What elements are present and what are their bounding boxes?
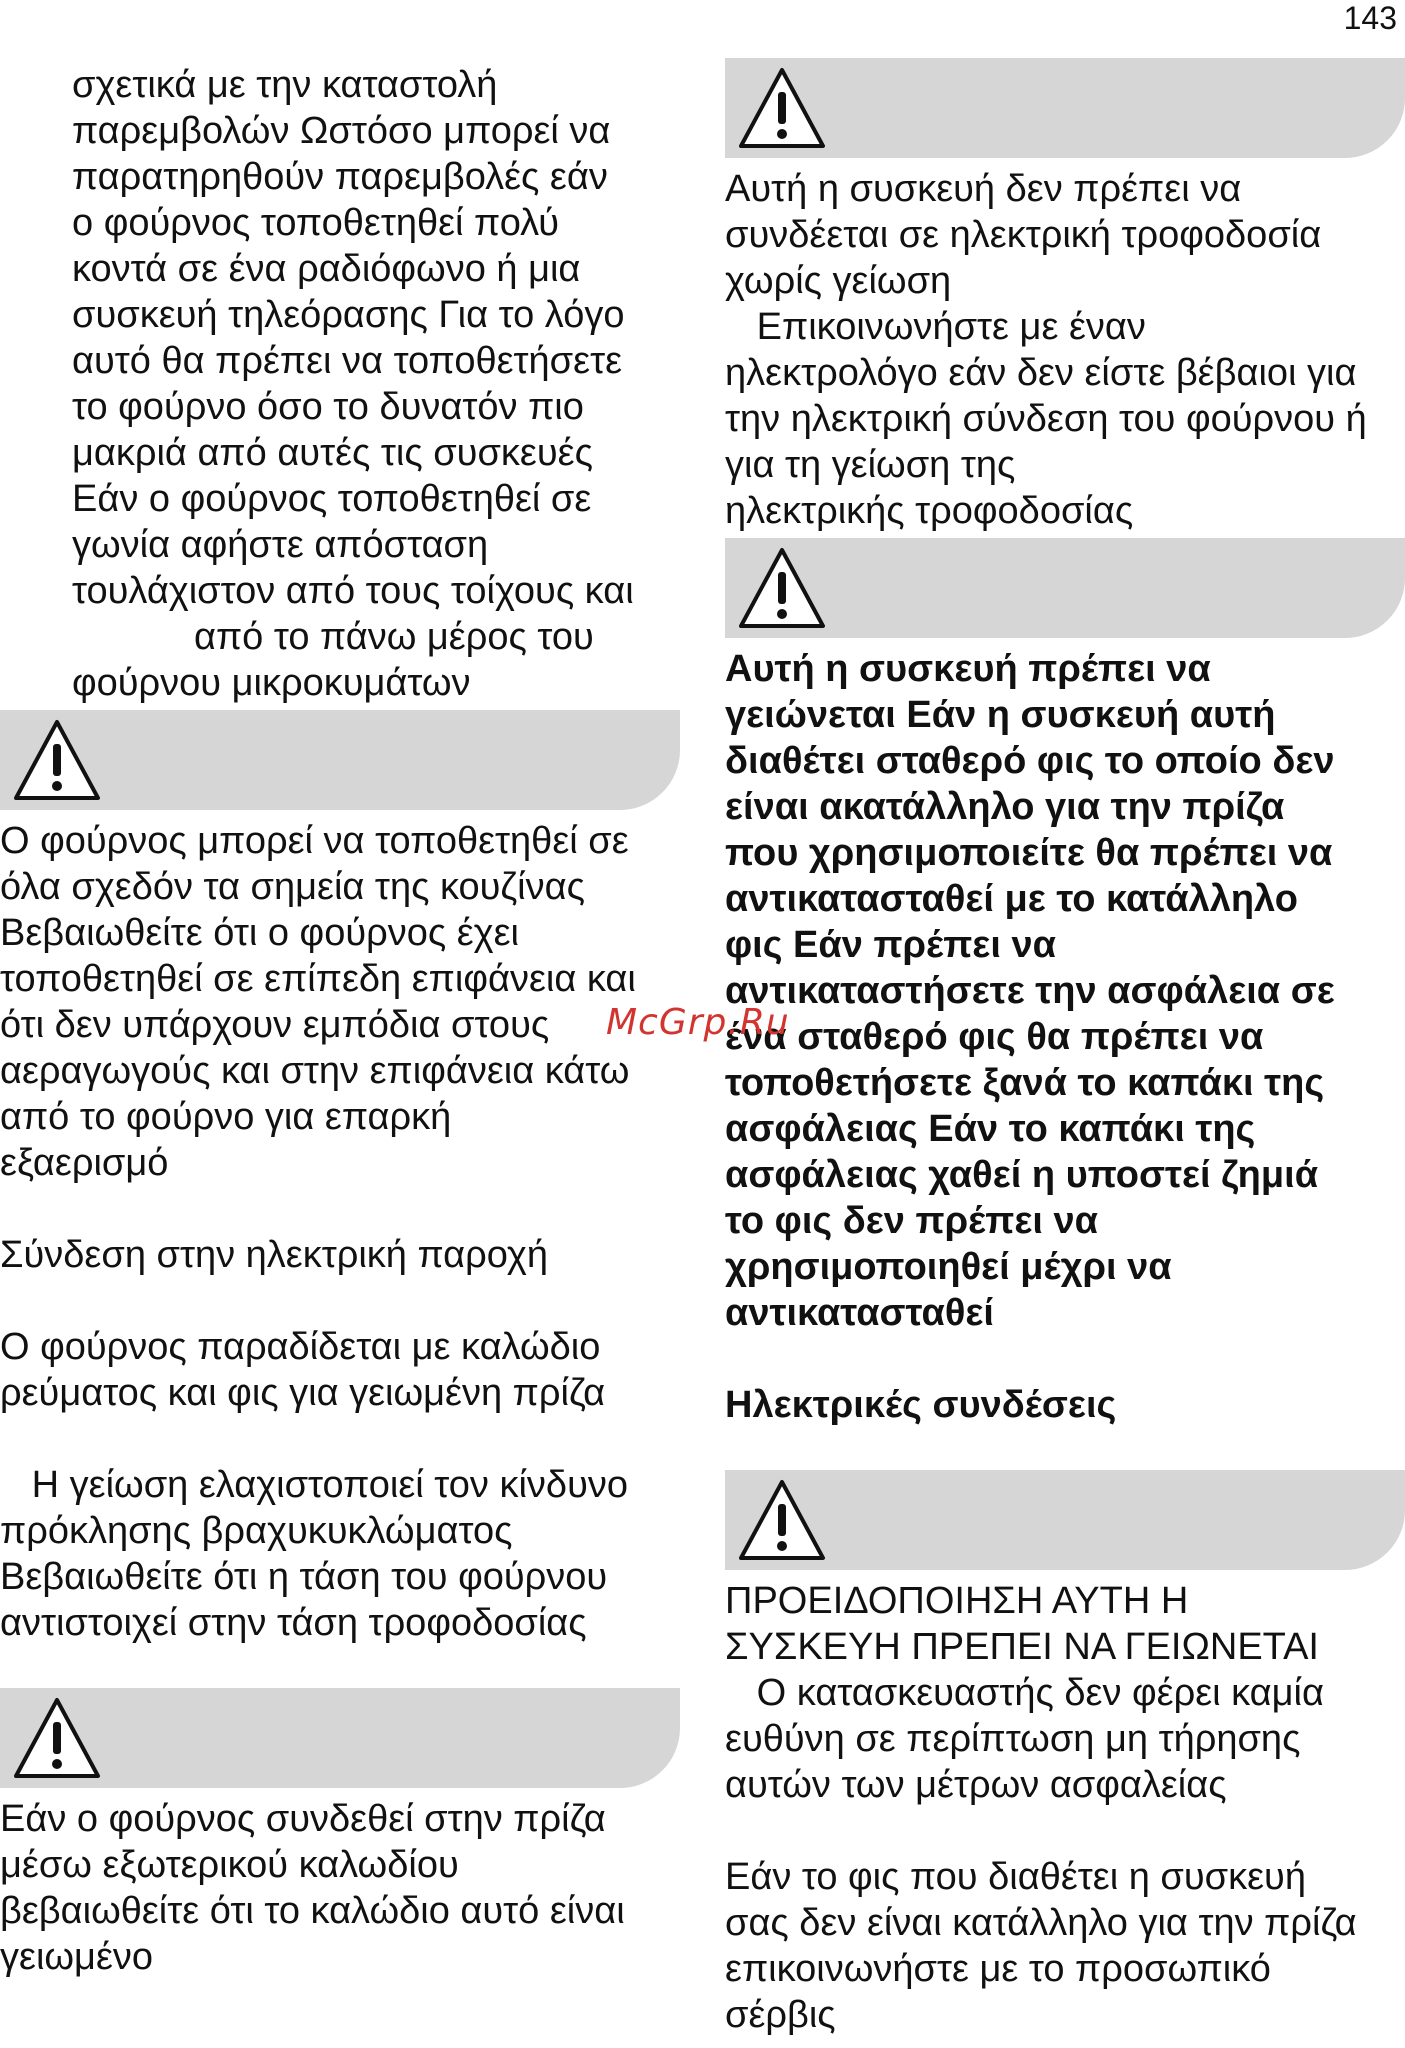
text-line: όλα σχεδόν τα σημεία της κουζίνας — [0, 866, 585, 908]
text-line: αυτό θα πρέπει να τοποθετήσετε — [72, 340, 623, 382]
text-line: αυτών των μέτρων ασφαλείας — [725, 1764, 1227, 1806]
text-line: Εάν ο φούρνος συνδεθεί στην πρίζα — [0, 1798, 606, 1840]
text-line: κοντά σε ένα ραδιόφωνο ή μια — [72, 248, 581, 290]
text-line: τουλάχιστον από τους τοίχους και — [72, 570, 634, 612]
warning-triangle-icon — [12, 1696, 102, 1780]
page-number: 143 — [1343, 0, 1397, 36]
paragraph — [0, 1462, 680, 1646]
text-line: παρατηρηθούν παρεμβολές εάν — [72, 156, 608, 198]
text-line: Εάν το φις που διαθέτει η συσκευή — [725, 1856, 1306, 1898]
text-line: τοποθετηθεί σε επίπεδη επιφάνεια και — [0, 958, 636, 1000]
text-line: ΣΥΣΚΕΥΗ ΠΡΕΠΕΙ ΝΑ ΓΕΙΩΝΕΤΑΙ — [725, 1626, 1319, 1668]
text-line: Βεβαιωθείτε ότι ο φούρνος έχει — [0, 912, 519, 954]
warning-banner — [0, 710, 680, 810]
text-line: εξαερισμό — [0, 1142, 169, 1184]
right-column — [725, 58, 1405, 2038]
left-column — [0, 62, 680, 1980]
text-line: Αυτή η συσκευή δεν πρέπει να — [725, 168, 1242, 210]
text-line: αντικαταστήσετε την ασφάλεια σε — [725, 970, 1335, 1012]
text-line: σχετικά με την καταστολή — [72, 64, 498, 106]
text-line: σέρβις — [725, 1994, 836, 2036]
text-line: φούρνου μικροκυμάτων — [72, 662, 471, 704]
text-line: ηλεκτρολόγο εάν δεν είστε βέβαιοι για — [725, 352, 1357, 394]
warning-triangle-icon — [737, 546, 827, 630]
text-line: αντιστοιχεί στην τάση τροφοδοσίας — [0, 1602, 587, 1644]
text-line: το φις δεν πρέπει να — [725, 1200, 1098, 1242]
intro-paragraph — [0, 62, 680, 706]
paragraph — [725, 166, 1405, 534]
text-line: την ηλεκτρική σύνδεση του φούρνου ή — [725, 398, 1367, 440]
warning-banner — [725, 1470, 1405, 1570]
text-line: σας δεν είναι κατάλληλο για την πρίζα — [725, 1902, 1357, 1944]
text-line: Αυτή η συσκευή πρέπει να — [725, 648, 1211, 690]
text-line: πρόκλησης βραχυκυκλώματος — [0, 1510, 513, 1552]
text-line: συσκευή τηλεόρασης Για το λόγο — [72, 294, 625, 336]
text-line: ένα σταθερό φις θα πρέπει να — [725, 1016, 1264, 1058]
text-line: διαθέτει σταθερό φις το οποίο δεν — [725, 740, 1335, 782]
paragraph — [725, 1578, 1405, 1808]
text-line: Εάν ο φούρνος τοποθετηθεί σε — [72, 478, 592, 520]
text-line: μακριά από αυτές τις συσκευές — [72, 432, 593, 474]
text-line: ασφάλειας Εάν το καπάκι της — [725, 1108, 1256, 1150]
text-line: αντικατασταθεί — [725, 1292, 994, 1334]
paragraph — [0, 1796, 680, 1980]
text-line: φις Εάν πρέπει να — [725, 924, 1056, 966]
text-line: ΠΡΟΕΙΔΟΠΟΙΗΣΗ ΑΥΤΗ Η — [725, 1580, 1189, 1622]
text-line: Ο φούρνος παραδίδεται με καλώδιο — [0, 1326, 601, 1368]
text-line: επικοινωνήστε με το προσωπικό — [725, 1948, 1271, 1990]
text-line: ασφάλειας χαθεί η υποστεί ζημιά — [725, 1154, 1319, 1196]
paragraph — [0, 818, 680, 1186]
text-line: Η γείωση ελαχιστοποιεί τον κίνδυνο — [0, 1464, 628, 1506]
text-line: που χρησιμοποιείτε θα πρέπει να — [725, 832, 1333, 874]
warning-triangle-icon — [737, 66, 827, 150]
text-line: γειωμένο — [0, 1936, 154, 1978]
text-line: ρεύματος και φις για γειωμένη πρίζα — [0, 1372, 606, 1414]
text-line: μέσω εξωτερικού καλωδίου — [0, 1844, 459, 1886]
text-line: ότι δεν υπάρχουν εμπόδια στους — [0, 1004, 550, 1046]
text-line: το φούρνο όσο το δυνατόν πιο — [72, 386, 584, 428]
text-line: γωνία αφήστε απόσταση — [72, 524, 489, 566]
text-line: ο φούρνος τοποθετηθεί πολύ — [72, 202, 560, 244]
text-line: χωρίς γείωση — [725, 260, 952, 302]
warning-triangle-icon — [737, 1478, 827, 1562]
text-line: ευθύνη σε περίπτωση μη τήρησης — [725, 1718, 1301, 1760]
warning-banner — [0, 1688, 680, 1788]
text-line: γειώνεται Εάν η συσκευή αυτή — [725, 694, 1276, 736]
text-line: για τη γείωση της — [725, 444, 1016, 486]
text-line: χρησιμοποιηθεί μέχρι να — [725, 1246, 1172, 1288]
text-line: από το φούρνο για επαρκή — [0, 1096, 452, 1138]
warning-banner — [725, 58, 1405, 158]
text-line: βεβαιωθείτε ότι το καλώδιο αυτό είναι — [0, 1890, 625, 1932]
paragraph — [0, 1324, 680, 1416]
bold-warning-paragraph — [725, 646, 1405, 1336]
text-line: τοποθετήσετε ξανά το καπάκι της — [725, 1062, 1325, 1104]
paragraph — [725, 1854, 1405, 2038]
text-line: είναι ακατάλληλο για την πρίζα — [725, 786, 1285, 828]
warning-triangle-icon — [12, 718, 102, 802]
section-heading: Σύνδεση στην ηλεκτρική παροχή — [0, 1234, 548, 1276]
text-line: Ο φούρνος μπορεί να τοποθετηθεί σε — [0, 820, 629, 862]
text-line: Ο κατασκευαστής δεν φέρει καμία — [725, 1672, 1324, 1714]
text-line: ηλεκτρικής τροφοδοσίας — [725, 490, 1134, 532]
watermark: McGrp.Ru — [606, 1002, 790, 1043]
text-line: παρεμβολών Ωστόσο μπορεί να — [72, 110, 611, 152]
section-heading: Ηλεκτρικές συνδέσεις — [725, 1384, 1117, 1426]
text-line: αεραγωγούς και στην επιφάνεια κάτω — [0, 1050, 630, 1092]
text-line: Βεβαιωθείτε ότι η τάση του φούρνου — [0, 1556, 608, 1598]
warning-banner — [725, 538, 1405, 638]
text-line: αντικατασταθεί με το κατάλληλο — [725, 878, 1298, 920]
text-line: συνδέεται σε ηλεκτρική τροφοδοσία — [725, 214, 1322, 256]
text-line: Επικοινωνήστε με έναν — [725, 306, 1146, 348]
text-line: από το πάνω μέρος του — [194, 616, 594, 658]
